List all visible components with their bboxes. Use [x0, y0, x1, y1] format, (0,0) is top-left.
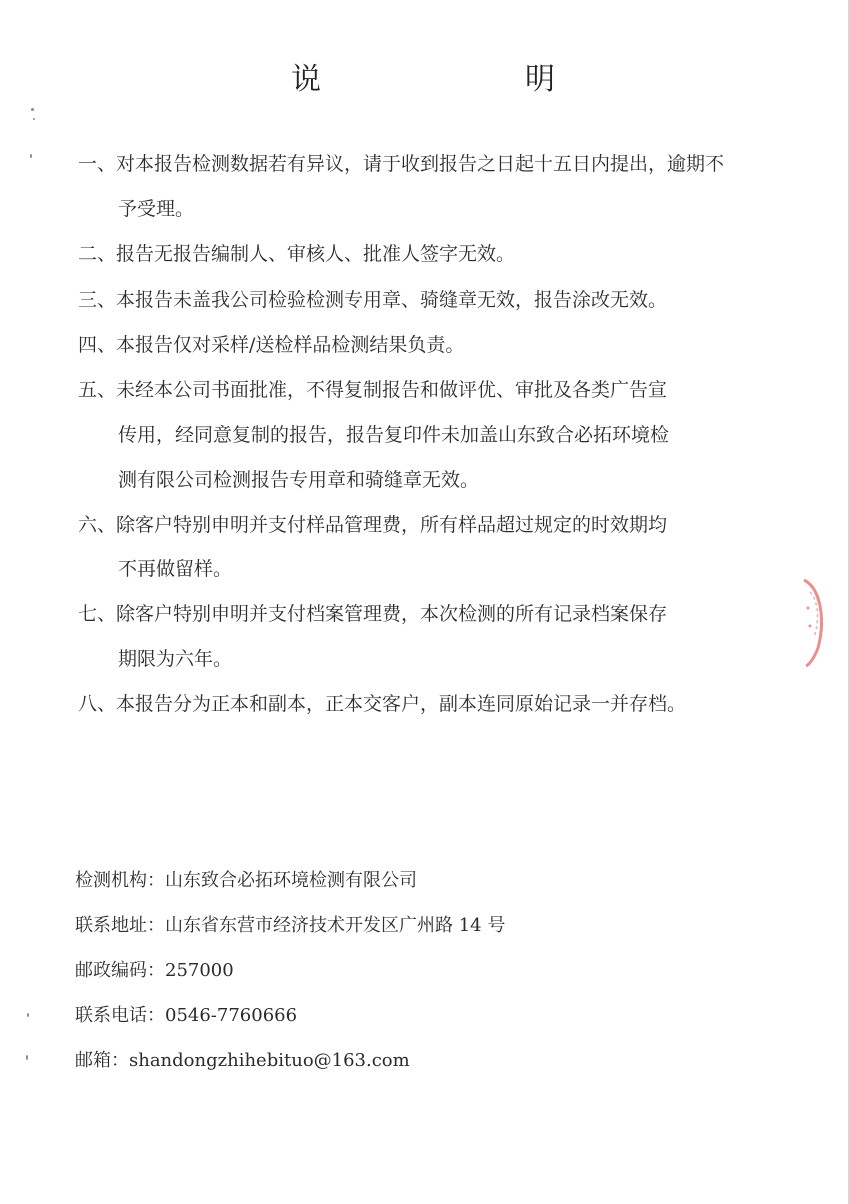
- page-title-char-2: 明: [525, 62, 555, 97]
- item-7-line-2: 期限为六年。: [118, 648, 233, 670]
- contact-phone-value: 0546-7760666: [165, 1005, 298, 1026]
- contact-address-value: 山东省东营市经济技术开发区广州路 14 号: [165, 915, 506, 936]
- seam-seal-stamp: [800, 578, 850, 668]
- scan-speck: [31, 108, 34, 111]
- item-6-line-2: 不再做留样。: [118, 558, 233, 580]
- item-4-line-1: 四、本报告仅对采样/送检样品检测结果负责。: [78, 334, 465, 356]
- contact-zip-value: 257000: [165, 960, 234, 981]
- contact-org-value: 山东致合必拓环境检测有限公司: [165, 870, 417, 891]
- item-8-line-1: 八、本报告分为正本和副本，正本交客户，副本连同原始记录一并存档。: [78, 693, 687, 715]
- item-5-line-3: 测有限公司检测报告专用章和骑缝章无效。: [118, 469, 480, 491]
- item-5-line-1: 五、未经本公司书面批准，不得复制报告和做评优、审批及各类广告宣: [78, 379, 668, 401]
- item-6-line-1: 六、除客户特别申明并支付样品管理费，所有样品超过规定的时效期均: [78, 514, 668, 536]
- item-2-line-1: 二、报告无报告编制人、审核人、批准人签字无效。: [78, 243, 516, 265]
- contact-org: [75, 869, 417, 893]
- contact-phone: [75, 1004, 297, 1028]
- scan-speck: [26, 1055, 28, 1060]
- contact-address-label: 联系地址：: [75, 915, 165, 936]
- contact-org-label: 检测机构：: [75, 870, 165, 891]
- contact-email: [75, 1049, 410, 1073]
- scan-speck: [27, 1013, 29, 1017]
- contact-zip: [75, 959, 234, 983]
- scan-speck: [30, 154, 32, 158]
- contact-email-value: shandongzhihebituo@163.com: [129, 1050, 410, 1071]
- item-7-line-1: 七、除客户特别申明并支付档案管理费，本次检测的所有记录档案保存: [78, 603, 668, 625]
- contact-email-label: 邮箱：: [75, 1050, 129, 1071]
- contact-phone-label: 联系电话：: [75, 1005, 165, 1026]
- contact-zip-label: 邮政编码：: [75, 960, 165, 981]
- item-1-line-1: 一、对本报告检测数据若有异议，请于收到报告之日起十五日内提出，逾期不: [78, 153, 725, 175]
- contact-address: [75, 914, 505, 938]
- item-5-line-2: 传用，经同意复制的报告，报告复印件未加盖山东致合必拓环境检: [118, 424, 670, 446]
- page-title-char-1: 说: [291, 62, 321, 97]
- item-1-line-2: 予受理。: [118, 198, 195, 220]
- item-3-line-1: 三、本报告未盖我公司检验检测专用章、骑缝章无效，报告涂改无效。: [78, 289, 668, 311]
- scan-speck: [33, 118, 35, 120]
